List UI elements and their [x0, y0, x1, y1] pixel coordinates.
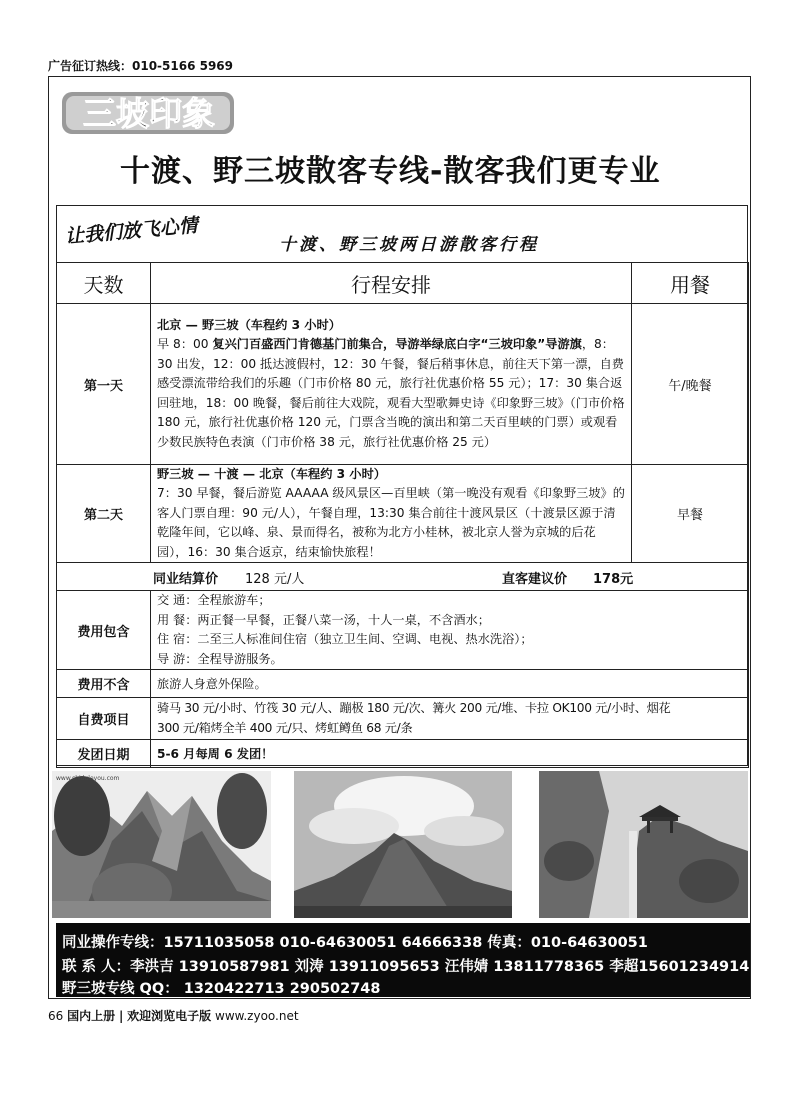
- itinerary-table: [56, 262, 749, 768]
- header-schedule: 行程安排: [151, 263, 632, 304]
- fee-included-label: 费用包含: [57, 591, 151, 670]
- day-schedule: [151, 304, 632, 465]
- headline: 十渡、野三坡散客专线-散客我们更专业: [120, 154, 661, 189]
- contact-bar: [56, 923, 750, 997]
- ad-hotline: 广告征订热线：010-5166 5969: [48, 59, 234, 73]
- route-title: 野三坡 — 十渡 — 北京（车程约 3 小时）: [157, 467, 386, 481]
- contact-line: 野三坡专线 QQ： 1320422713 290502748: [62, 981, 381, 997]
- brand-logo: [60, 88, 238, 138]
- table-row: [57, 304, 749, 465]
- slogan: 让我们放飞心情: [64, 214, 199, 248]
- list-item: 导 游：全程导游服务。: [157, 651, 283, 666]
- contact-line: 联 系 人：李洪吉 13910587981 刘涛 13911095653 汪伟婧 13811778365 李超15601234914: [62, 959, 750, 975]
- footer-divider: |: [118, 1009, 124, 1023]
- table-row: [57, 740, 749, 768]
- optional-items-label: 自费项目: [57, 698, 151, 740]
- footer-url[interactable]: www.zyoo.net: [215, 1009, 299, 1023]
- contact-line: 同业操作专线：15711035058 010-64630051 64666338 传真：010-64630051: [62, 935, 648, 951]
- header-days: 天数: [57, 263, 151, 304]
- photo-mountain-peaks: [52, 771, 271, 918]
- day-label: 第一天: [57, 304, 151, 465]
- list-item: 用 餐：两正餐一早餐，正餐八菜一汤，十人一桌，不含酒水；: [157, 612, 490, 627]
- day-label: 第二天: [57, 465, 151, 563]
- departure-label: 发团日期: [57, 740, 151, 768]
- route-title: 北京 — 野三坡（车程约 3 小时）: [157, 318, 341, 333]
- photo-cliff-pavilion: [539, 771, 748, 918]
- table-row: [57, 591, 749, 670]
- section-name: 国内上册: [67, 1009, 116, 1023]
- schedule-text: 7：30 早餐，餐后游览 AAAAA 级风景区—百里峡（第一晚没有观看《印象野三坡》的客人门票自理：90 元/人），午餐自理，13:30 集合前往十渡风景区（十渡景区源于清乾隆年间，它以峰、泉、景而得名，被称为北方小桂林，被北京人誉为京城的后花园），16：30 集合返京，结束愉快旅程！: [157, 486, 625, 559]
- logo-text: 三坡印象: [83, 94, 215, 133]
- meal-cell: 午/晚餐: [632, 304, 749, 465]
- schedule-text: 早 8：00 复兴门百盛西门肯德基门前集合，导游举绿底白字“三坡印象”导游旗，8：30 出发，12：00 抵达渡假村，12：30 午餐，餐后稍事休息，前往天下第一漂，自费感受漂流带给我们的乐趣（门市价格 80 元，旅行社优惠价格 55 元）；17：30 集合返回驻地，18：00 晚餐，餐后前往大戏院，观看大型歌舞史诗《印象野三坡》（门市价格 180 元，旅行社优惠价格 120 元，门票含当晚的演出和第二天百里峡的门票）或观看少数民族特色表演（门市价格 38 元，旅行社优惠价格 25 元）: [157, 337, 625, 449]
- header-meals: 用餐: [632, 263, 749, 304]
- retail-price-label: 直客建议价: [502, 572, 568, 588]
- optional-items-text: 骑马 30 元/小时、竹筏 30 元/人、蹦极 180 元/次、篝火 200 元/堆、卡拉 OK100 元/小时、烟花 300 元/箱烤全羊 400 元/只、烤虹鳟鱼 68 元/条: [151, 698, 749, 740]
- page-footer: [48, 1007, 299, 1024]
- departure-text: 5-6 月每周 6 发团！: [151, 740, 749, 768]
- fee-excluded-text: 旅游人身意外保险。: [151, 670, 749, 698]
- price-row: [57, 563, 749, 591]
- table-header-row: [57, 263, 749, 304]
- itinerary-title: 十渡、野三坡两日游散客行程: [279, 235, 539, 255]
- table-row: [57, 670, 749, 698]
- table-row: [57, 698, 749, 740]
- table-row: [57, 465, 749, 563]
- trade-price-label: 同业结算价: [153, 572, 219, 588]
- list-item: 住 宿：二至三人标准间住宿（独立卫生间、空调、电视、热水洗浴）；: [157, 632, 533, 647]
- photo-hill-sky: [294, 771, 512, 918]
- meal-cell: 早餐: [632, 465, 749, 563]
- page-number: 66: [48, 1009, 64, 1023]
- day-schedule: [151, 465, 632, 563]
- photo-watermark: www.shiduleyou.com: [56, 775, 120, 782]
- retail-price-value: 178元: [593, 572, 634, 588]
- itinerary-block: [56, 205, 748, 766]
- footer-tagline: 欢迎浏览电子版: [127, 1009, 212, 1023]
- fee-excluded-label: 费用不含: [57, 670, 151, 698]
- fee-included-list: [151, 591, 749, 670]
- trade-price-value: 128 元/人: [245, 572, 305, 588]
- list-item: 交 通：全程旅游车；: [157, 593, 271, 608]
